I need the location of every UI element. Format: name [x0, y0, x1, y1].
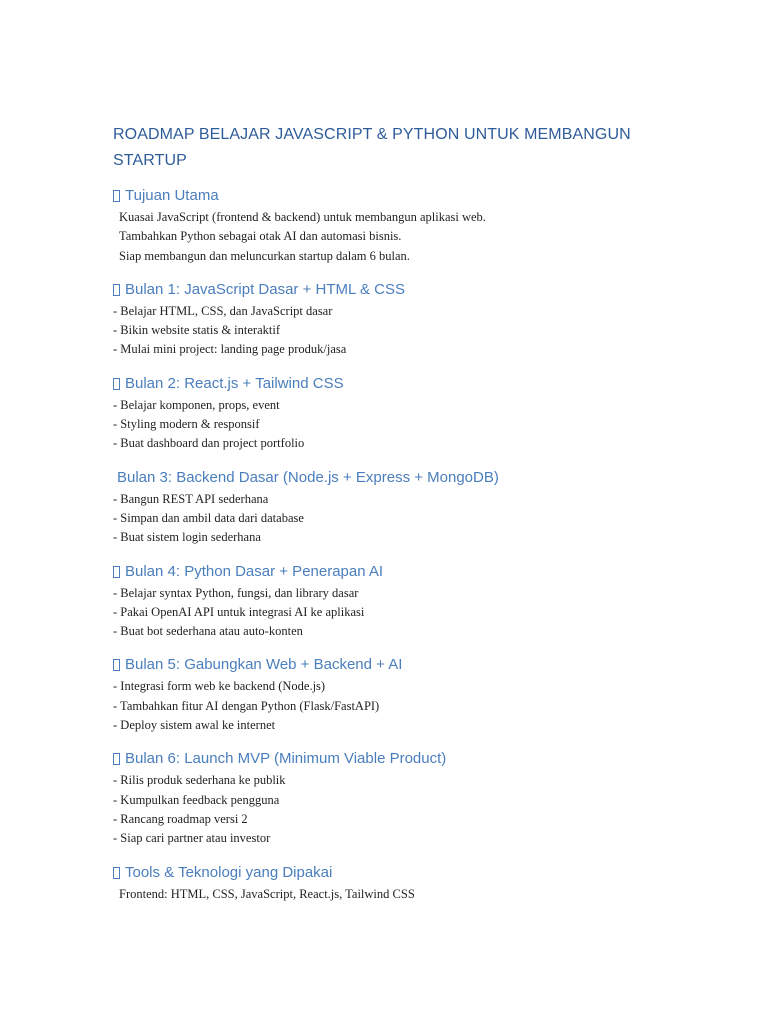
- section-heading: [113, 280, 713, 300]
- section-heading-text: Bulan 1: JavaScript Dasar + HTML & CSS: [125, 280, 405, 298]
- section-heading-text: Bulan 4: Python Dasar + Penerapan AI: [125, 562, 384, 580]
- document-title-line-2: STARTUP: [113, 152, 187, 169]
- list-item: - Bangun REST API sederhana: [113, 491, 269, 506]
- section-heading: [113, 749, 713, 769]
- missing-glyph-icon: [113, 284, 120, 296]
- list-item: - Simpan dan ambil data dari database: [113, 510, 304, 525]
- roadmap-section: [113, 468, 713, 548]
- roadmap-section: [113, 374, 713, 454]
- list-item: - Belajar komponen, props, event: [113, 397, 280, 412]
- section-heading-text: Tools & Teknologi yang Dipakai: [125, 863, 333, 881]
- roadmap-section: [113, 749, 713, 848]
- list-item: - Mulai mini project: landing page produk/jasa: [113, 342, 347, 357]
- section-heading: [113, 186, 713, 206]
- roadmap-sections: [113, 186, 713, 904]
- list-item: - Kumpulkan feedback pengguna: [113, 792, 280, 807]
- list-item: Frontend: HTML, CSS, JavaScript, React.js, Tailwind CSS: [119, 886, 415, 901]
- document-title: [113, 122, 713, 174]
- roadmap-section: [113, 655, 713, 735]
- list-item: - Pakai OpenAI API untuk integrasi AI ke aplikasi: [113, 604, 365, 619]
- list-item: Siap membangun dan meluncurkan startup dalam 6 bulan.: [119, 248, 410, 263]
- list-item: - Bikin website statis & interaktif: [113, 323, 280, 338]
- section-heading-text: Bulan 2: React.js + Tailwind CSS: [125, 374, 344, 392]
- missing-glyph-icon: [113, 566, 120, 578]
- list-item: - Rilis produk sederhana ke publik: [113, 773, 286, 788]
- section-heading: [113, 655, 713, 675]
- document-title-line-1: ROADMAP BELAJAR JAVASCRIPT & PYTHON UNTUK MEMBANGUN: [113, 126, 631, 143]
- list-item: - Tambahkan fitur AI dengan Python (Flask/FastAPI): [113, 698, 380, 713]
- list-item: - Deploy sistem awal ke internet: [113, 718, 276, 733]
- list-item: - Siap cari partner atau investor: [113, 831, 271, 846]
- roadmap-section: [113, 562, 713, 642]
- missing-glyph-icon: [113, 659, 120, 671]
- list-item: Tambahkan Python sebagai otak AI dan automasi bisnis.: [119, 229, 402, 244]
- section-heading: [113, 863, 713, 883]
- missing-glyph-icon: [113, 378, 120, 390]
- section-heading-text: Bulan 5: Gabungkan Web + Backend + AI: [125, 656, 403, 674]
- list-item: - Styling modern & responsif: [113, 417, 260, 432]
- section-heading: [113, 468, 713, 488]
- section-heading: [113, 562, 713, 582]
- section-heading-text: Tujuan Utama: [125, 187, 219, 204]
- document-page: [113, 122, 713, 904]
- section-heading-text: Bulan 3: Backend Dasar (Node.js + Express + MongoDB): [117, 468, 499, 486]
- section-heading: [113, 374, 713, 394]
- list-item: - Buat sistem login sederhana: [113, 530, 261, 545]
- roadmap-section: [113, 280, 713, 360]
- list-item: - Rancang roadmap versi 2: [113, 811, 248, 826]
- list-item: - Belajar HTML, CSS, dan JavaScript dasar: [113, 303, 333, 318]
- list-item: - Buat bot sederhana atau auto-konten: [113, 624, 303, 639]
- list-item: - Belajar syntax Python, fungsi, dan library dasar: [113, 585, 359, 600]
- section-heading-text: Bulan 6: Launch MVP (Minimum Viable Product): [125, 750, 447, 768]
- missing-glyph-icon: [113, 867, 120, 879]
- list-item: - Buat dashboard dan project portfolio: [113, 436, 305, 451]
- roadmap-section: [113, 186, 713, 266]
- list-item: Kuasai JavaScript (frontend & backend) untuk membangun aplikasi web.: [119, 210, 486, 224]
- roadmap-section: [113, 863, 713, 904]
- missing-glyph-icon: [113, 753, 120, 765]
- list-item: - Integrasi form web ke backend (Node.js): [113, 679, 326, 694]
- missing-glyph-icon: [113, 190, 120, 202]
